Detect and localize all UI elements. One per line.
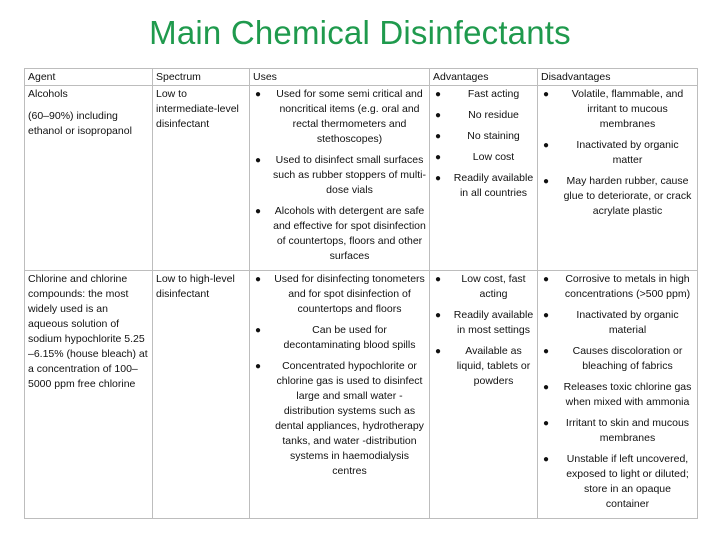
- disadvantage-item: [541, 272, 694, 302]
- use-item: [253, 87, 426, 147]
- advantage-item-text: No residue: [468, 109, 519, 121]
- spectrum-cell: Low to intermediate-level disinfectant: [153, 86, 250, 271]
- table-row: [25, 86, 698, 271]
- disadvantage-item-list: [541, 272, 694, 512]
- bullet-dot-icon: ●: [543, 454, 550, 465]
- header-advantages: Advantages: [430, 69, 538, 86]
- bullet-dot-icon: ●: [255, 274, 262, 285]
- use-item: [253, 153, 426, 198]
- disadvantage-item-text: Causes discoloration or bleaching of fabrics: [572, 345, 683, 372]
- advantage-item: [433, 108, 534, 123]
- disadvantage-item-list: [541, 87, 694, 219]
- advantage-item-list: [433, 272, 534, 389]
- disadvantages-cell: [538, 86, 698, 271]
- header-spectrum: Spectrum: [153, 69, 250, 86]
- advantages-cell: [430, 271, 538, 519]
- use-item-text: Used for disinfecting tonometers and for spot disinfection of countertops and floors: [274, 273, 425, 315]
- bullet-dot-icon: ●: [255, 155, 262, 166]
- advantage-item: [433, 129, 534, 144]
- advantage-item-text: Available as liquid, tablets or powders: [456, 345, 531, 387]
- bullet-dot-icon: ●: [255, 89, 262, 100]
- bullet-dot-icon: ●: [255, 206, 262, 217]
- header-uses: Uses: [250, 69, 430, 86]
- spectrum-cell: Low to high-level disinfectant: [153, 271, 250, 519]
- bullet-dot-icon: ●: [435, 152, 442, 163]
- advantage-item-text: Readily available in all countries: [453, 172, 534, 199]
- bullet-dot-icon: ●: [435, 89, 442, 100]
- bullet-dot-icon: ●: [435, 310, 442, 321]
- use-item-text: Used to disinfect small surfaces such as rubber stoppers of multi-dose vials: [273, 154, 426, 196]
- bullet-dot-icon: ●: [543, 382, 550, 393]
- use-item-text: Used for some semi critical and noncritical items (e.g. oral and rectal thermometers and stethoscopes): [276, 88, 423, 145]
- disadvantage-item: [541, 380, 694, 410]
- bullet-dot-icon: ●: [543, 346, 550, 357]
- agent-cell: [25, 271, 153, 519]
- bullet-dot-icon: ●: [543, 310, 550, 321]
- advantage-item-text: Low cost, fast acting: [461, 273, 526, 300]
- advantage-item-text: Fast acting: [467, 88, 520, 100]
- advantage-item: [433, 171, 534, 201]
- page-title: Main Chemical Disinfectants: [149, 14, 571, 51]
- bullet-dot-icon: ●: [543, 274, 550, 285]
- disadvantage-item-text: Inactivated by organic matter: [576, 139, 679, 166]
- disadvantage-item: [541, 138, 694, 168]
- uses-cell: [250, 271, 430, 519]
- table-row: [25, 271, 698, 519]
- disadvantage-item-text: Releases toxic chlorine gas when mixed with ammonia: [563, 381, 692, 408]
- disadvantage-item-text: Inactivated by organic material: [576, 309, 679, 336]
- advantage-item: [433, 308, 534, 338]
- use-item: [253, 204, 426, 264]
- disadvantage-item: [541, 174, 694, 219]
- use-item: [253, 359, 426, 479]
- disadvantage-item-text: May harden rubber, cause glue to deteriorate, or crack acrylate plastic: [563, 175, 692, 217]
- advantage-item-text: Readily available in most settings: [453, 309, 534, 336]
- bullet-dot-icon: ●: [435, 131, 442, 142]
- agent-note: (60–90%) including ethanol or isopropanol: [28, 110, 132, 137]
- bullet-dot-icon: ●: [543, 140, 550, 151]
- advantage-item: [433, 150, 534, 165]
- use-item: [253, 272, 426, 317]
- bullet-dot-icon: ●: [435, 346, 442, 357]
- bullet-dot-icon: ●: [543, 418, 550, 429]
- advantage-item: [433, 344, 534, 389]
- advantage-item-list: [433, 87, 534, 201]
- disadvantage-item-text: Unstable if left uncovered, exposed to light or diluted; store in an opaque container: [566, 453, 689, 510]
- bullet-dot-icon: ●: [255, 361, 262, 372]
- use-item-text: Alcohols with detergent are safe and effective for spot disinfection of countertops, floors and other surfaces: [273, 205, 426, 262]
- disadvantage-item: [541, 416, 694, 446]
- use-item-text: Can be used for decontaminating blood spills: [283, 324, 416, 351]
- header-disadvantages: Disadvantages: [538, 69, 698, 86]
- header-agent: Agent: [25, 69, 153, 86]
- agent-name: Alcohols: [28, 88, 68, 100]
- disadvantage-item: [541, 344, 694, 374]
- disinfectants-table: [24, 68, 698, 519]
- agent-cell: [25, 86, 153, 271]
- use-item-list: [253, 272, 426, 479]
- disadvantage-item: [541, 87, 694, 132]
- disadvantage-item: [541, 452, 694, 512]
- disadvantage-item-text: Volatile, flammable, and irritant to mucous membranes: [571, 88, 684, 130]
- advantage-item-text: No staining: [467, 130, 520, 142]
- disadvantages-cell: [538, 271, 698, 519]
- bullet-dot-icon: ●: [435, 173, 442, 184]
- table-header-row: [25, 69, 698, 86]
- bullet-dot-icon: ●: [543, 176, 550, 187]
- use-item-text: Concentrated hypochlorite or chlorine gas is used to disinfect large and small water -distribution systems such as dental appliances, hydrotherapy tanks, and water -distribution systems in haemodialysis centres: [275, 360, 424, 477]
- bullet-dot-icon: ●: [435, 274, 442, 285]
- uses-cell: [250, 86, 430, 271]
- disadvantage-item-text: Corrosive to metals in high concentrations (>500 ppm): [564, 273, 691, 300]
- advantage-item: [433, 87, 534, 102]
- disadvantage-item: [541, 308, 694, 338]
- bullet-dot-icon: ●: [543, 89, 550, 100]
- advantage-item-text: Low cost: [472, 151, 515, 163]
- disadvantage-item-text: Irritant to skin and mucous membranes: [565, 417, 690, 444]
- agent-name: Chlorine and chlorine compounds: the most widely used is an aqueous solution of sodium hypochlorite 5.25 –6.15% (house bleach) at a concentration of 100–5000 ppm free chlorine: [28, 273, 148, 390]
- bullet-dot-icon: ●: [435, 110, 442, 121]
- bullet-dot-icon: ●: [255, 325, 262, 336]
- advantages-cell: [430, 86, 538, 271]
- use-item: [253, 323, 426, 353]
- use-item-list: [253, 87, 426, 264]
- advantage-item: [433, 272, 534, 302]
